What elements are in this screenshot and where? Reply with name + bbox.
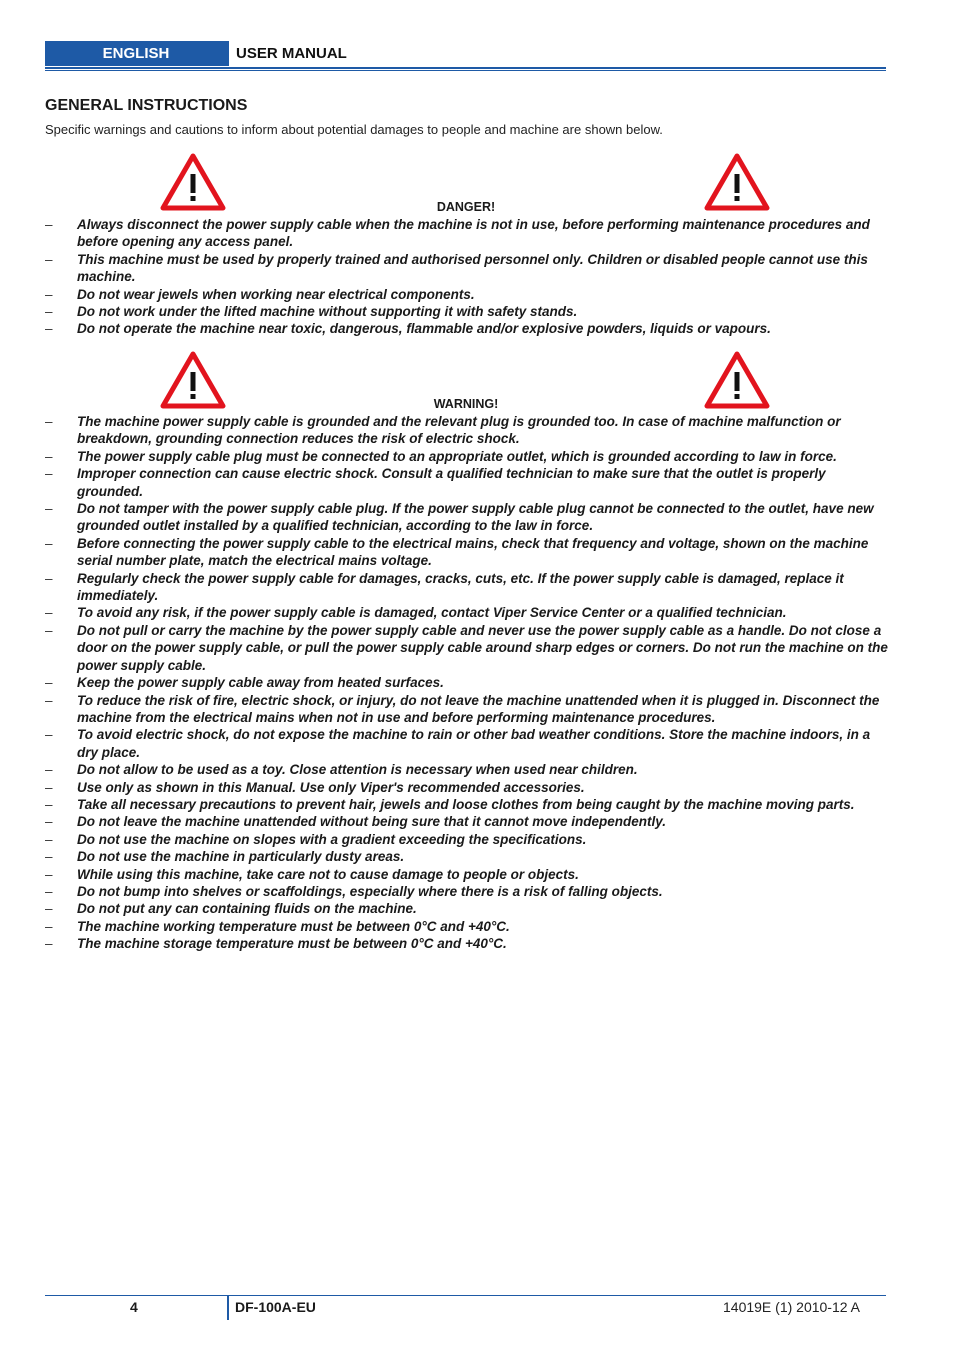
model-number: DF-100A-EU — [235, 1299, 316, 1315]
list-item-text: Keep the power supply cable away from heated surfaces. — [77, 675, 444, 691]
list-item-text: Do not use the machine on slopes with a gradient exceeding the specifications. — [77, 831, 587, 847]
list-item — [45, 500, 890, 535]
list-item-text: To avoid any risk, if the power supply cable is damaged, contact Viper Service Center or a qualified technician. — [77, 605, 787, 621]
header-divider — [227, 41, 229, 66]
list-item — [45, 535, 890, 570]
list-item — [45, 831, 890, 848]
list-item-text: Always disconnect the power supply cable when the machine is not in use, before performing maintenance procedures and before opening any access panel. — [77, 217, 870, 250]
dash-bullet: – — [45, 762, 53, 778]
dash-bullet: – — [45, 501, 53, 517]
dash-bullet: – — [45, 883, 53, 899]
list-item-text: Do not use the machine in particularly dusty areas. — [77, 849, 405, 865]
list-item-text: The machine storage temperature must be between 0°C and +40°C. — [77, 936, 507, 952]
dash-bullet: – — [45, 849, 53, 865]
list-item-text: To reduce the risk of fire, electric shock, or injury, do not leave the machine unattended when it is plugged in. Disconnect the machine from the electrical mains when not in use and before performing maintenance procedures. — [77, 692, 880, 725]
list-item — [45, 761, 890, 778]
list-item-text: Improper connection can cause electric shock. Consult a qualified technician to make sure that the outlet is properly grounded. — [77, 466, 826, 499]
list-item-text: The machine working temperature must be between 0°C and +40°C. — [77, 918, 510, 934]
dash-bullet: – — [45, 448, 53, 464]
list-item — [45, 813, 890, 830]
danger-label: DANGER! — [436, 200, 496, 214]
page-number: 4 — [130, 1299, 138, 1315]
dash-bullet: – — [45, 866, 53, 882]
list-item — [45, 286, 890, 303]
list-item-text: Take all necessary precautions to prevent hair, jewels and loose clothes from being caught by the machine moving parts. — [77, 796, 855, 812]
manual-title: USER MANUAL — [236, 45, 347, 62]
list-item — [45, 570, 890, 605]
dash-bullet: – — [45, 918, 53, 934]
dash-bullet: – — [45, 251, 53, 267]
list-item-text: Use only as shown in this Manual. Use only Viper's recommended accessories. — [77, 779, 585, 795]
list-item-text: Before connecting the power supply cable to the electrical mains, check that frequency and voltage, shown on the machine serial number plate, match the electrical mains voltage. — [77, 535, 869, 569]
warning-list — [45, 413, 890, 953]
list-item-text: To avoid electric shock, do not expose the machine to rain or other bad weather conditions. Store the machine indoors, in a dry place. — [77, 727, 871, 760]
list-item — [45, 726, 890, 761]
list-item — [45, 935, 890, 952]
danger-list — [45, 216, 890, 338]
dash-bullet: – — [45, 796, 53, 812]
list-item-text: The machine power supply cable is grounded and the relevant plug is grounded too. In case of machine malfunction or breakdown, grounding connection reduces the risk of electric shock. — [77, 414, 841, 447]
list-item-text: Do not work under the lifted machine without supporting it with safety stands. — [77, 304, 578, 320]
list-item — [45, 622, 890, 674]
list-item — [45, 866, 890, 883]
dash-bullet: – — [45, 605, 53, 621]
dash-bullet: – — [45, 692, 53, 708]
section-title: GENERAL INSTRUCTIONS — [45, 97, 248, 114]
dash-bullet: – — [45, 466, 53, 482]
list-item-text: This machine must be used by properly trained and authorised personnel only. Children or disabled people cannot use this machine. — [77, 251, 868, 285]
list-item — [45, 900, 890, 917]
list-item — [45, 848, 890, 865]
language-tab: ENGLISH — [45, 41, 227, 66]
list-item-text: Do not bump into shelves or scaffoldings, especially where there is a risk of falling objects. — [77, 883, 663, 899]
list-item — [45, 216, 890, 251]
list-item — [45, 448, 890, 465]
list-item — [45, 796, 890, 813]
list-item — [45, 320, 890, 337]
dash-bullet: – — [45, 217, 53, 232]
dash-bullet: – — [45, 570, 53, 586]
list-item-text: Do not leave the machine unattended without being sure that it cannot move independently. — [77, 814, 667, 830]
list-item — [45, 303, 890, 320]
dash-bullet: – — [45, 304, 53, 320]
list-item-text: The power supply cable plug must be connected to an appropriate outlet, which is grounded according to law in force. — [77, 448, 837, 464]
list-item — [45, 465, 890, 500]
list-item — [45, 883, 890, 900]
dash-bullet: – — [45, 814, 53, 830]
section-intro: Specific warnings and cautions to inform about potential damages to people and machine are shown below. — [45, 122, 663, 137]
page-header — [45, 41, 886, 66]
list-item-text: Do not put any can containing fluids on the machine. — [77, 901, 417, 917]
list-item — [45, 779, 890, 796]
list-item — [45, 918, 890, 935]
list-item-text: Regularly check the power supply cable for damages, cracks, cuts, etc. If the power supply cable is damaged, replace it immediately. — [77, 570, 844, 604]
dash-bullet: – — [45, 779, 53, 795]
list-item-text: Do not tamper with the power supply cable plug. If the power supply cable plug cannot be connected to the outlet, have new grounded outlet installed by a qualified technician, according to the law in force. — [77, 501, 874, 534]
list-item — [45, 604, 890, 621]
list-item-text: Do not allow to be used as a toy. Close attention is necessary when used near children. — [77, 762, 638, 778]
dash-bullet: – — [45, 727, 53, 743]
dash-bullet: – — [45, 414, 53, 429]
list-item-text: While using this machine, take care not to cause damage to people or objects. — [77, 866, 579, 882]
list-item — [45, 413, 890, 448]
list-item — [45, 674, 890, 691]
document-reference: 14019E (1) 2010-12 A — [723, 1299, 860, 1315]
dash-bullet: – — [45, 831, 53, 847]
footer-rule — [45, 1295, 886, 1296]
header-rule-thin — [45, 70, 886, 71]
dash-bullet: – — [45, 535, 53, 551]
warning-label: WARNING! — [433, 397, 499, 411]
list-item-text: Do not pull or carry the machine by the power supply cable and never use the power supply cable as a handle. Do not close a door on the power supply cable, or pull the power supply cable around sharp edges or corners. Do not run the machine on the power supply cable. — [77, 622, 888, 673]
header-rule — [45, 67, 886, 69]
dash-bullet: – — [45, 936, 53, 952]
dash-bullet: – — [45, 622, 53, 638]
dash-bullet: – — [45, 321, 53, 337]
list-item — [45, 251, 890, 286]
list-item-text: Do not wear jewels when working near electrical components. — [77, 286, 475, 302]
list-item-text: Do not operate the machine near toxic, dangerous, flammable and/or explosive powders, liquids or vapours. — [77, 321, 771, 337]
dash-bullet: – — [45, 675, 53, 691]
dash-bullet: – — [45, 286, 53, 302]
list-item — [45, 692, 890, 727]
dash-bullet: – — [45, 901, 53, 917]
footer-divider — [227, 1296, 229, 1320]
